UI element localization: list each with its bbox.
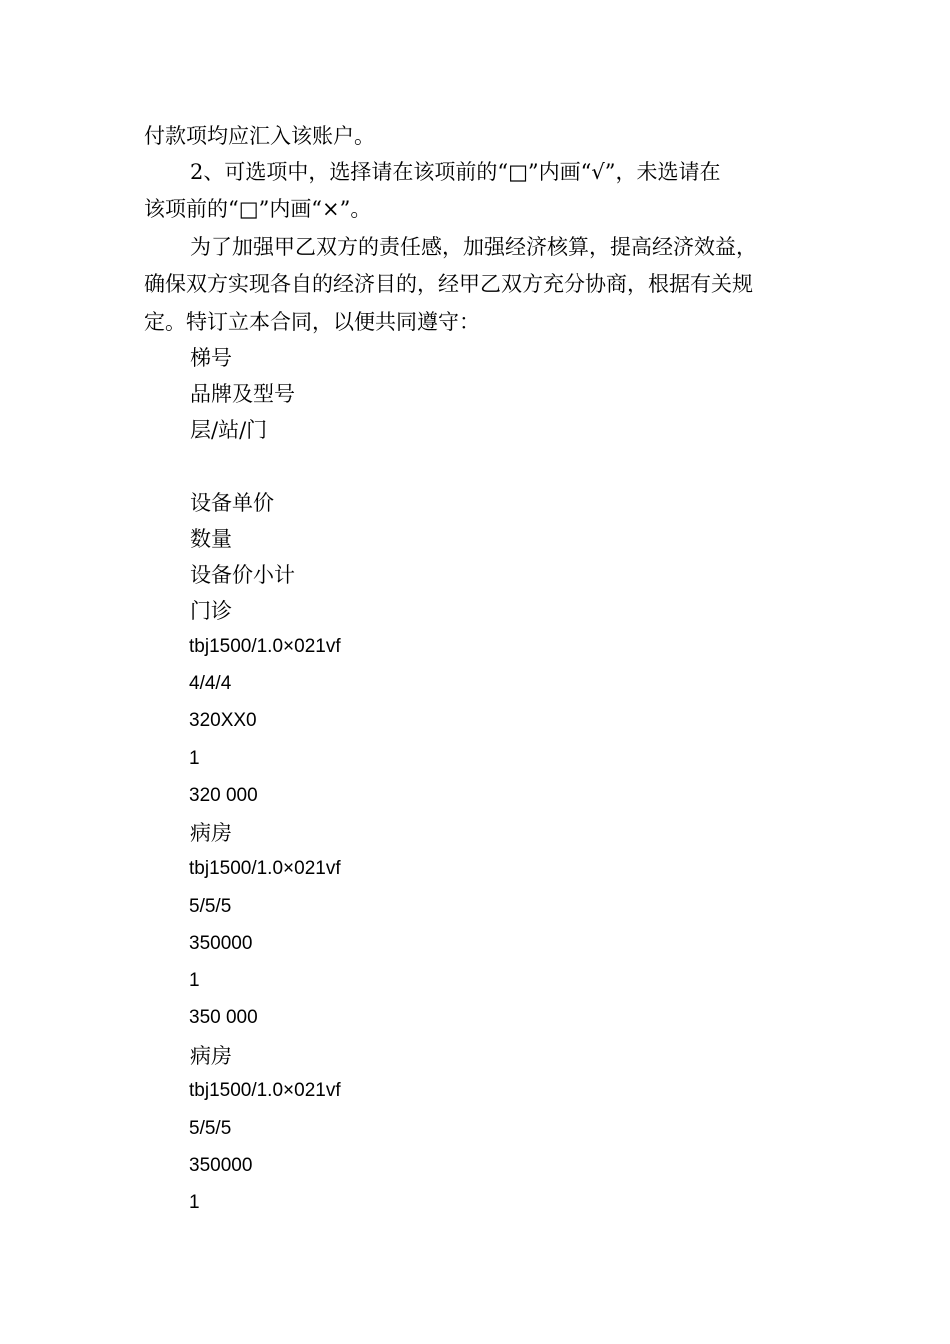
table-cell: 5/5/5 [189,896,232,917]
table-cell: 350 000 [189,1007,258,1028]
table-cell: 病房 [190,1044,232,1068]
table-cell: 320 000 [189,785,258,806]
table-cell: 门诊 [190,599,232,623]
table-cell: 1 [189,970,200,991]
paragraph-line: 为了加强甲乙双方的责任感，加强经济核算，提高经济效益， [190,235,757,259]
table-cell: 1 [189,1192,200,1213]
table-cell: 1 [189,748,200,769]
table-header-cell: 品牌及型号 [190,382,295,406]
table-cell: tbj1500/1.0×021vf [189,858,341,879]
paragraph-line: 确保双方实现各自的经济目的，经甲乙双方充分协商，根据有关规 [144,272,753,296]
table-cell: 320XX0 [189,710,257,731]
paragraph-line: 2、可选项中，选择请在该项前的“□”内画“√”，未选请在 [190,160,721,184]
table-header-cell: 梯号 [190,346,232,370]
paragraph-line: 定。特订立本合同，以便共同遵守： [144,310,480,334]
table-cell: tbj1500/1.0×021vf [189,1080,341,1101]
table-header-cell: 数量 [190,527,232,551]
table-cell: 病房 [190,821,232,845]
table-cell: 350000 [189,933,253,954]
table-cell: 350000 [189,1155,253,1176]
table-cell: 5/5/5 [189,1118,232,1139]
paragraph-line: 付款项均应汇入该账户。 [144,124,375,148]
table-cell: 4/4/4 [189,673,232,694]
table-header-cell: 设备单价 [190,491,274,515]
table-header-cell: 设备价小计 [190,563,295,587]
paragraph-line: 该项前的“□”内画“×”。 [144,197,372,221]
table-header-cell: 层/站/门 [190,418,268,442]
table-cell: tbj1500/1.0×021vf [189,636,341,657]
